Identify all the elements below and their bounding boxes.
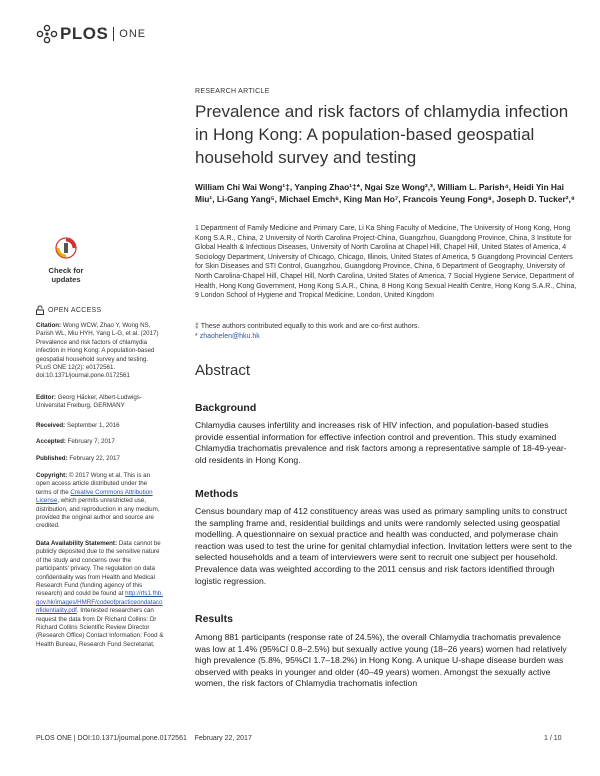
- corresponding-marker: *: [195, 333, 198, 340]
- check-for-updates-badge[interactable]: [37, 237, 95, 289]
- corresponding-email-link[interactable]: zhaohelen@hku.hk: [199, 333, 260, 340]
- article-type: RESEARCH ARTICLE: [195, 88, 270, 95]
- data-availability-label: Data Availability Statement:: [36, 540, 118, 547]
- article-title: Prevalence and risk factors of chlamydia infection in Hong Kong: A population-based geospatial household survey and testing: [195, 102, 569, 167]
- logo-one-text: ONE: [119, 28, 147, 40]
- published-block: [36, 455, 164, 463]
- received-block: [36, 422, 164, 430]
- citation-text: Wong WCW, Zhao Y, Wong NS, Parish WL, Miu HYH, Yang L-G, et al. (2017) Prevalence and risk factors of chlamydia infection in Hong Kong: A population-based geospatial household survey and testing. PLoS ONE 12(2): e0172561. doi:10.1371/journal.pone.0172561: [36, 322, 159, 380]
- editor-label: Editor:: [36, 394, 56, 401]
- copyright-text-end: , which permits unrestricted use, distribution, and reproduction in any medium, provided the original author and source are credited.: [36, 497, 160, 530]
- results-text: Among 881 participants (response rate of 24.5%), the overall Chlamydia trachomatis prevalence was low at 1.4% (95%CI 0.8–2.5%) but sexually active young (18–26 years) women had relatively high prevalence (5.8%, 95%CI 1.7–18.2%) in Hong Kong. A unique U-shape disease burden was observed with peaks in younger and older (40–49 years) women. Amongst the sexually active women, the risk factors of Chlamydia trachomatis infection: [195, 632, 567, 689]
- methods-heading: Methods: [195, 488, 239, 500]
- plos-dots-icon: [36, 24, 58, 44]
- author-list: William Chi Wai Wong¹‡, Yanping Zhao¹‡*, Ngai Sze Wong²,³, William L. Parish⁴, Heidi Yin Hai Miu¹, Li-Gang Yang⁵, Michael Emch⁶, King Man Ho⁷, Francois Yeung Fong⁸, Joseph D. Tucker²,⁹: [195, 182, 575, 204]
- data-availability-block: [36, 540, 164, 649]
- published-label: Published:: [36, 455, 68, 462]
- copyright-label: Copyright:: [36, 472, 68, 479]
- accepted-label: Accepted:: [36, 438, 66, 445]
- open-lock-icon: [36, 305, 44, 315]
- check-updates-icon: [55, 237, 77, 259]
- editor-text: Georg Häcker, Albert-Ludwigs-Universitat Freiburg, GERMANY: [36, 394, 142, 410]
- data-confidentiality-link[interactable]: http://rfs1.fhb.gov.hk/images/HMRF/codeofpracticeondataconfidentiality.pdf: [36, 590, 163, 615]
- corresponding-email-line: [195, 332, 575, 342]
- logo-divider: [113, 27, 114, 41]
- citation-label: Citation:: [36, 322, 62, 329]
- copyright-text: © 2017 Wong et al. This is an open access article distributed under the terms of the: [36, 472, 151, 496]
- page-number: 1 / 10: [544, 735, 562, 742]
- logo-plos-text: PLOS: [60, 24, 109, 43]
- published-date: February 22, 2017: [69, 455, 120, 462]
- affiliations: 1 Department of Family Medicine and Primary Care, Li Ka Shing Faculty of Medicine, The University of Hong Kong, Hong Kong S.A.R., China, 2 University of North Carolina Project-China, Guangzhou, Guangdong Province, China, 3 Institute for Global Health & Infectious Diseases, University of North Carolina at Chapel Hill, Chapel Hill, United States of America, 4 Sociology Department, University of Chicago, Chicago, Illinois, United States of America, 5 Guangdong Provincial Centers for Skin Diseases and STI Control, Guangzhou, Guangdong Province, China, 6 Department of Geography, University of North Carolina-Chapel Hill, Chapel Hill, North Carolina, United States of America, 7 Social Hygiene Service, Department of Health, Hong Kong Government, Hong Kong S.A.R., China, 8 Hong Kong Sexual Health Centre, Hong Kong S.A.R., China, 9 London School of Hygiene and Tropical Medicine, London, United Kingdom: [195, 225, 577, 300]
- editor-block: [36, 394, 164, 411]
- methods-text: Census boundary map of 412 constituency areas was used as primary sampling units to construct the sampling frame and, residential buildings and units were randomly selected using geospatial modelling. A questionnaire on sexual practice and health was conducted, and polymerase chain reaction was used to test the urine for genital chlamydial infection. Invitation letters were sent to the selected households and a team of interviewers were sent to recruit one subject per household. Prevalence data was weighted according to the 2011 census and risk factors identified through logistic regression.: [195, 506, 572, 586]
- plos-one-logo: [36, 24, 146, 44]
- cc-license-link[interactable]: Creative Commons Attribution License: [36, 488, 153, 505]
- abstract-heading: Abstract: [195, 362, 251, 379]
- background-heading: Background: [195, 402, 257, 414]
- received-date: September 1, 2016: [66, 422, 120, 429]
- open-access-label: [36, 305, 101, 315]
- check-updates-line1: Check for: [48, 266, 84, 275]
- copyright-block: [36, 472, 164, 531]
- accepted-date: February 7, 2017: [67, 438, 115, 445]
- background-text: Chlamydia causes infertility and increases risk of HIV infection, and population-based studies provide essential information for effective infection control and prevention. This study examined Chlamydia trachomatis prevalence and risk factors among a representative sample of 18-49-year-old residents in Hong Kong.: [195, 420, 567, 465]
- results-heading: Results: [195, 613, 233, 625]
- accepted-block: [36, 438, 164, 446]
- footer-citation: PLOS ONE | DOI:10.1371/journal.pone.0172561 February 22, 2017: [36, 735, 252, 742]
- data-availability-text-end: . Interested researchers can request the data from Dr Richard Collins: Dr Richard Collins Scientific Review Director (Research Office) Contact Information: Food & Health Bureau, Research Fund Secretariat,: [36, 607, 164, 648]
- citation-block: [36, 322, 164, 381]
- data-availability-text: Data cannot be publicly deposited due to the sensitive nature of the study and concerns over the participants' privacy. The regulation on data confidentiality was from Health and Medical Research Fund (funding agency of this research) and could be found at: [36, 540, 161, 598]
- equal-contribution-note: ‡ These authors contributed equally to this work and are co-first authors.: [195, 323, 420, 330]
- author-footnotes: [195, 322, 575, 342]
- open-access-text: OPEN ACCESS: [48, 306, 102, 314]
- check-updates-line2: updates: [51, 275, 81, 284]
- received-label: Received:: [36, 422, 66, 429]
